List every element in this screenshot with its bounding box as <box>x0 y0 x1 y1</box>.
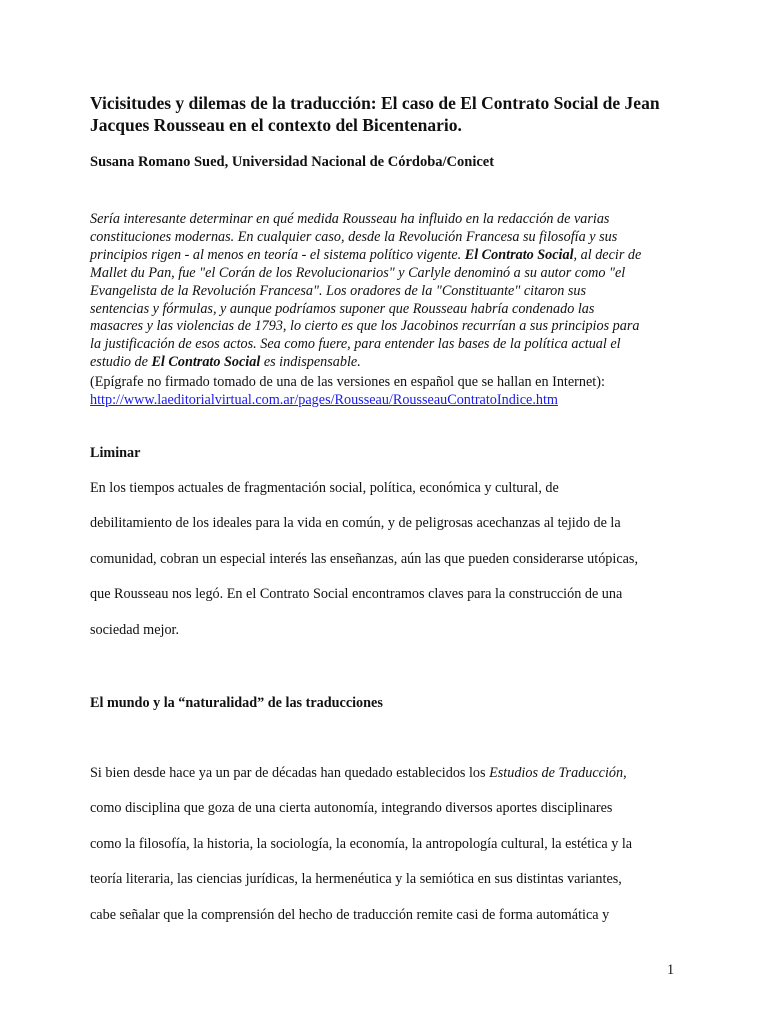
section-heading-traducciones: El mundo y la “naturalidad” de las traducciones <box>90 695 383 711</box>
paragraph-line: como disciplina que goza de una cierta autonomía, integrando diversos aportes disciplinares <box>90 800 613 817</box>
section-heading-liminar: Liminar <box>90 445 141 461</box>
paragraph-line: debilitamiento de los ideales para la vida en común, y de peligrosas acechanzas al tejido de la <box>90 515 621 532</box>
paragraph-line: sociedad mejor. <box>90 621 180 638</box>
paragraph-line: cabe señalar que la comprensión del hecho de traducción remite casi de forma automática y <box>90 906 610 923</box>
epigraph-text: , al decir de <box>573 246 642 263</box>
paragraph-liminar <box>90 471 710 648</box>
epigraph-source <box>90 374 690 410</box>
epigraph-line: Evangelista de la Revolución Francesa". Los oradores de la "Constituante" citaron sus <box>90 282 586 299</box>
epigraph-line <box>90 247 690 265</box>
epigraph-bold-title: El Contrato Social <box>464 246 574 263</box>
page-number: 1 <box>667 962 675 978</box>
author-line: Susana Romano Sued, Universidad Nacional de Córdoba/Conicet <box>90 154 495 170</box>
epigraph-line: Mallet du Pan, fue "el Corán de los Revolucionarios" y Carlyle denominó a su autor como "el <box>90 264 626 281</box>
epigraph-bold-title: El Contrato Social <box>151 354 261 371</box>
source-note: (Epígrafe no firmado tomado de una de las versiones en español que se hallan en Internet): <box>90 374 605 390</box>
paragraph-line <box>90 756 710 791</box>
epigraph-text: es indispensable. <box>260 354 361 371</box>
paragraph-line: comunidad, cobran un especial interés las enseñanzas, aún las que pueden considerarse utópicas, <box>90 550 638 567</box>
paragraph-line: como la filosofía, la historia, la sociología, la economía, la antropología cultural, la estética y la <box>90 835 633 852</box>
epigraph-line: Sería interesante determinar en qué medida Rousseau ha influido en la redacción de varias <box>90 211 610 227</box>
source-link[interactable]: http://www.laeditorialvirtual.com.ar/pages/Rousseau/RousseauContratoIndice.htm <box>90 391 558 408</box>
paragraph-text: Si bien desde hace ya un par de décadas han quedado establecidos los <box>90 765 490 781</box>
paragraph-text: , <box>623 765 627 781</box>
epigraph-line <box>90 354 690 372</box>
epigraph-line: la justificación de esos actos. Sea como fuere, para entender las bases de la política actual el <box>90 336 621 353</box>
source-link-line <box>90 392 690 410</box>
epigraph-line: constituciones modernas. En cualquier caso, desde la Revolución Francesa su filosofía y sus <box>90 228 618 245</box>
epigraph-text: principios rigen - al menos en teoría - el sistema político vigente. <box>90 246 462 263</box>
italic-term: Estudios de Traducción <box>489 765 624 781</box>
epigraph-line: sentencias y fórmulas, y aunque podríamos suponer que Rousseau habría condenado las <box>90 300 595 317</box>
epigraph-text: estudio de <box>90 354 148 371</box>
paragraph-line: En los tiempos actuales de fragmentación social, política, económica y cultural, de <box>90 480 559 496</box>
epigraph <box>90 211 690 372</box>
paragraph-line: teoría literaria, las ciencias jurídicas, la hermenéutica y la semiótica en sus distintas variantes, <box>90 871 622 888</box>
paragraph-traducciones <box>90 756 710 933</box>
document-title: Vicisitudes y dilemas de la traducción: El caso de El Contrato Social de Jean Jacques Rousseau en el contexto del Bicentenario. <box>90 93 660 135</box>
epigraph-line: masacres y las violencias de 1793, lo cierto es que los Jacobinos recurrían a sus principios para <box>90 318 640 335</box>
paragraph-line: que Rousseau nos legó. En el Contrato Social encontramos claves para la construcción de una <box>90 586 623 603</box>
